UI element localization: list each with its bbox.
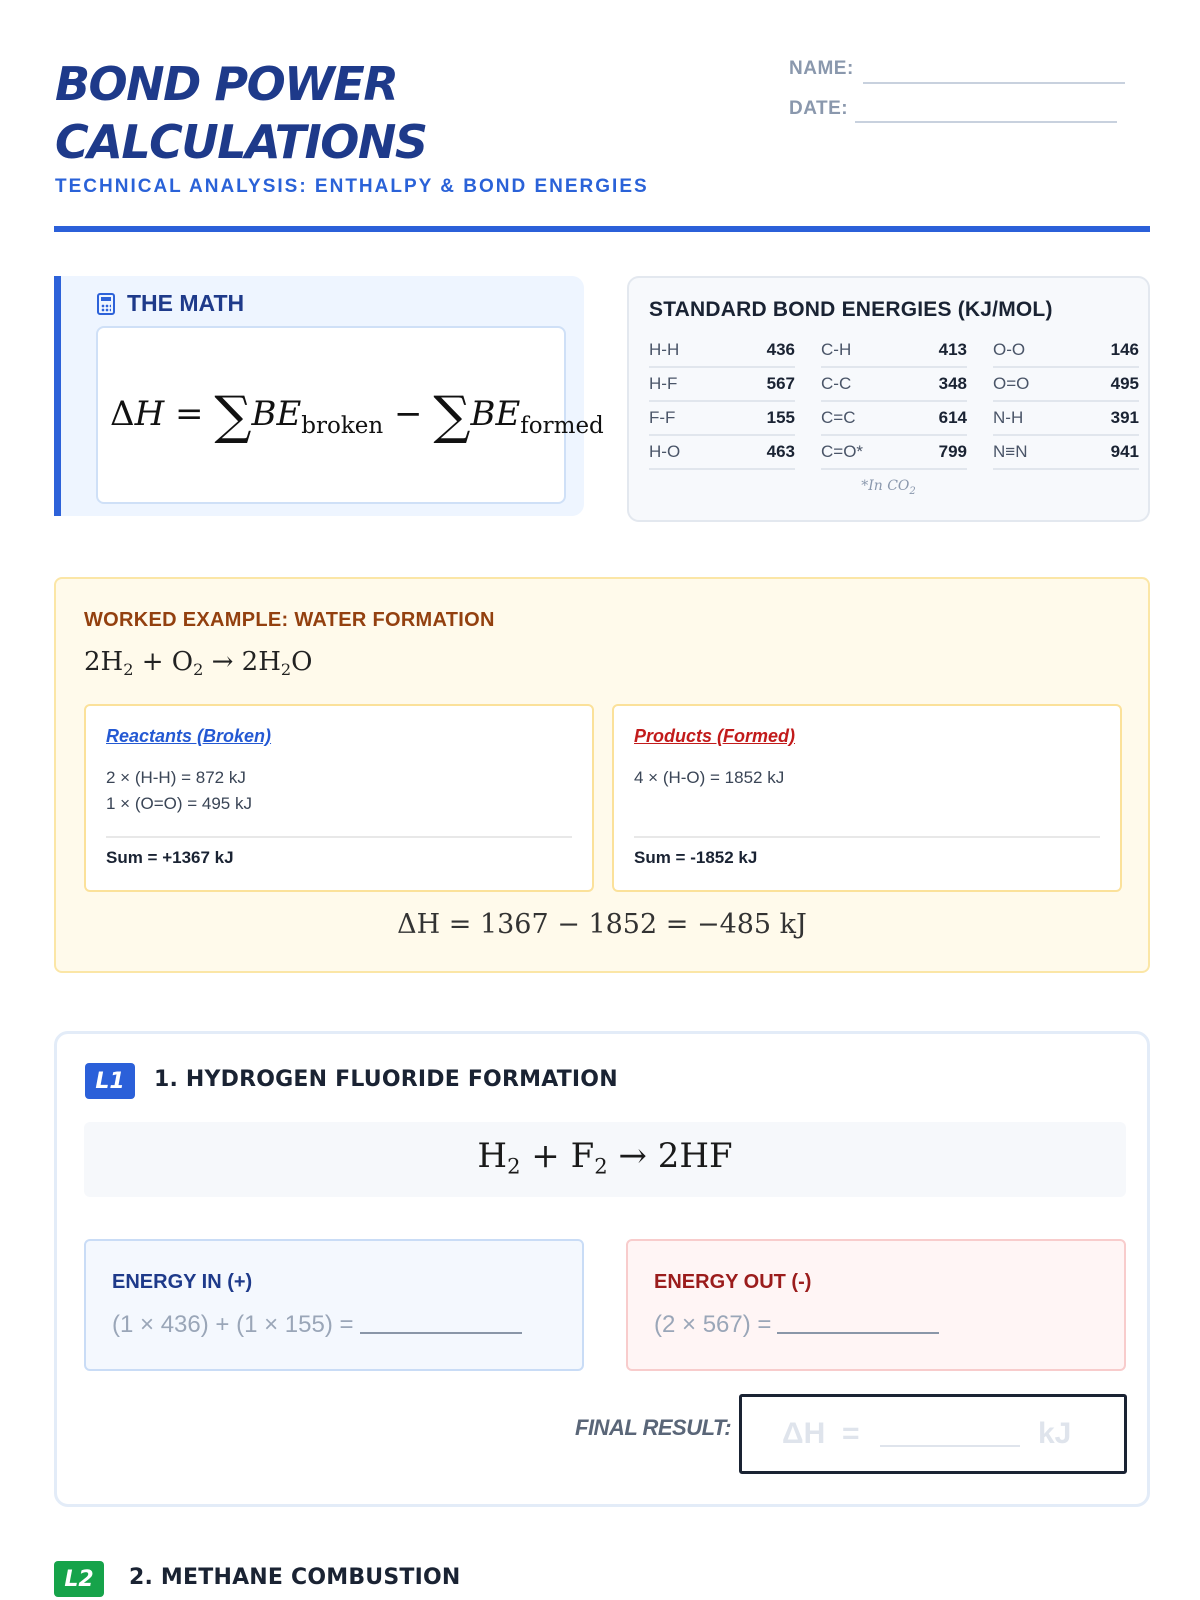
bond-value: 436 (766, 340, 795, 359)
name-label: NAME: (789, 58, 854, 79)
bond-value: 463 (766, 442, 795, 461)
bond-label: C=C (821, 408, 856, 427)
bond-label: N-H (993, 408, 1024, 427)
energy-in-answer-field[interactable] (360, 1314, 522, 1334)
page-title (55, 55, 575, 171)
bond-value: 941 (1110, 442, 1139, 461)
bond-value: 799 (938, 442, 967, 461)
final-result-label: FINAL RESULT: (575, 1415, 732, 1440)
enthalpy-formula: $\Delta H = \sum BE_{broken} - \sum BE_{formed}$ (110, 386, 604, 446)
energy-out-answer-field[interactable] (777, 1314, 939, 1334)
bond-value: 348 (938, 374, 967, 393)
bond-value: 567 (766, 374, 795, 393)
problem-1-card (54, 1031, 1150, 1507)
bond-row (993, 436, 1139, 470)
bond-label: C=O* (821, 442, 864, 461)
bond-row (649, 436, 795, 470)
bond-label: N≡N (993, 442, 1028, 461)
bond-row (649, 402, 795, 436)
water-equation: $2H_2 + O_2 \to 2H_2O$ (84, 647, 313, 679)
bond-label: C-H (821, 340, 852, 359)
name-field[interactable] (863, 82, 1125, 84)
worked-result: ΔH = 1367 − 1852 = −485 kJ (397, 909, 807, 940)
bond-row (821, 436, 967, 470)
bond-value: 146 (1110, 340, 1139, 359)
reactants-line: 2 × (H-H) = 872 kJ (106, 768, 246, 787)
math-card (54, 276, 604, 516)
bond-label: O-O (993, 340, 1026, 359)
bond-value: 155 (766, 408, 795, 427)
bond-row (649, 334, 795, 368)
bond-row (821, 402, 967, 436)
reactants-card (84, 704, 594, 892)
bond-energy-card (627, 276, 1150, 522)
products-sum: Sum = -1852 kJ (634, 848, 758, 867)
energy-out-expr-text: (2 × 567) = (654, 1311, 772, 1338)
products-card (612, 704, 1122, 892)
page-subtitle: TECHNICAL ANALYSIS: ENTHALPY & BOND ENERGIES (55, 176, 649, 197)
bond-footnote-prefix: *In (861, 478, 888, 494)
math-heading-label: THE MATH (127, 290, 245, 316)
final-equals: = (842, 1417, 860, 1450)
bond-label: C-C (821, 374, 852, 393)
bond-label: O=O (993, 374, 1030, 393)
math-heading (97, 290, 244, 317)
worked-example-title: WORKED EXAMPLE: WATER FORMATION (84, 609, 495, 631)
final-result-box (739, 1394, 1127, 1474)
bond-footnote: *In $CO_2$ (861, 478, 916, 497)
worked-example (54, 577, 1150, 973)
divider (634, 836, 1100, 838)
products-line: 4 × (H-O) = 1852 kJ (634, 768, 785, 787)
reactants-heading: Reactants (Broken) (106, 726, 272, 746)
bond-value: 495 (1110, 374, 1139, 393)
bond-value: 413 (938, 340, 967, 359)
energy-out-box (626, 1239, 1126, 1371)
bond-value: 614 (938, 408, 967, 427)
bond-row (821, 368, 967, 402)
bond-energy-table (649, 334, 1139, 470)
bond-row (649, 368, 795, 402)
page-title-line1: BOND POWER (55, 57, 398, 111)
final-unit: kJ (1038, 1417, 1072, 1450)
energy-in-title: ENERGY IN (+) (112, 1271, 253, 1293)
bond-row (993, 402, 1139, 436)
bond-row (993, 334, 1139, 368)
energy-out-expression (654, 1311, 939, 1339)
energy-in-expr-text: (1 × 436) + (1 × 155) = (112, 1311, 354, 1338)
bond-row (993, 368, 1139, 402)
hf-equation: $H_2 + F_2 \to 2HF$ (477, 1136, 733, 1179)
calculator-icon (97, 293, 115, 315)
final-answer-field[interactable] (880, 1445, 1020, 1447)
bond-label: H-H (649, 340, 680, 359)
bond-label: H-F (649, 374, 678, 393)
bond-value: 391 (1110, 408, 1139, 427)
level-badge: L1 (85, 1063, 135, 1099)
problem-1-title: 1. HYDROGEN FLUORIDE FORMATION (154, 1067, 618, 1092)
equation-box (84, 1122, 1126, 1197)
reactants-line: 1 × (O=O) = 495 kJ (106, 794, 252, 813)
problem-2-title: 2. METHANE COMBUSTION (129, 1565, 461, 1590)
bond-row (821, 334, 967, 368)
energy-out-title: ENERGY OUT (-) (654, 1271, 812, 1293)
bond-label: F-F (649, 408, 676, 427)
products-heading: Products (Formed) (634, 726, 796, 746)
bond-energy-title: STANDARD BOND ENERGIES (KJ/MOL) (649, 298, 1053, 321)
reactants-sum: Sum = +1367 kJ (106, 848, 234, 867)
date-label: DATE: (789, 98, 849, 119)
energy-in-expression (112, 1311, 522, 1339)
energy-in-box (84, 1239, 584, 1371)
page-title-line2: CALCULATIONS (55, 115, 427, 169)
bond-label: H-O (649, 442, 681, 461)
level-badge: L2 (54, 1561, 104, 1597)
date-field[interactable] (855, 121, 1117, 123)
final-delta-h: ΔH (782, 1417, 826, 1450)
header-divider (54, 226, 1150, 232)
divider (106, 836, 572, 838)
